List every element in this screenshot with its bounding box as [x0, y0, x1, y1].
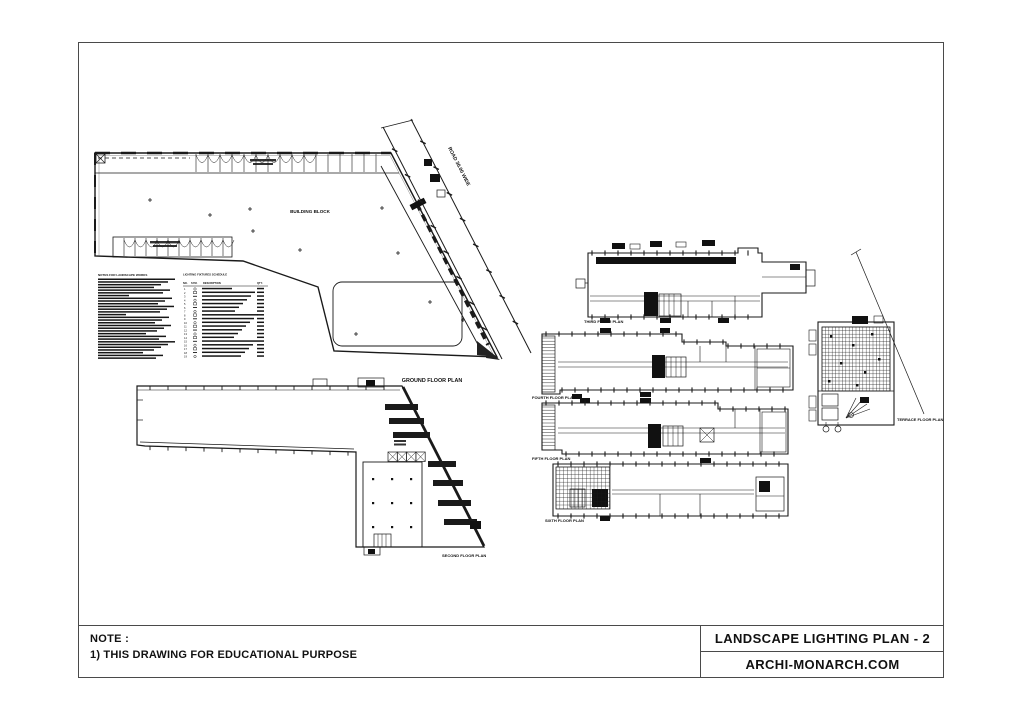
svg-text:11: 11 — [184, 325, 187, 329]
svg-text:9: 9 — [184, 318, 186, 321]
notes-text-line — [98, 341, 175, 343]
notes-text-line — [98, 281, 168, 283]
third-floor-plan-label: THIRD FLOOR PLAN — [584, 319, 624, 324]
svg-text:5: 5 — [184, 303, 186, 306]
notes-text-line — [98, 336, 166, 338]
notes-text-line — [98, 295, 129, 297]
road-label: ROAD 30.00 WIDE — [446, 146, 472, 188]
svg-text:14: 14 — [184, 336, 187, 340]
svg-text:4: 4 — [184, 299, 186, 303]
svg-text:18: 18 — [184, 351, 187, 355]
terrace-floor-plan-label: TERRACE FLOOR PLAN — [897, 417, 944, 422]
fifth-floor-plan — [532, 398, 788, 461]
notes-text-line — [98, 330, 157, 332]
notes-text-line — [98, 292, 163, 294]
notes-text-line — [98, 333, 146, 335]
svg-text:7: 7 — [184, 310, 186, 314]
svg-text:2: 2 — [184, 291, 186, 295]
svg-text:12: 12 — [184, 329, 187, 333]
svg-text:15: 15 — [184, 340, 187, 344]
notes-text-line — [98, 325, 171, 327]
note-heading: NOTE : — [90, 633, 130, 645]
generated-linework — [98, 141, 890, 528]
svg-text:17: 17 — [184, 348, 187, 351]
ground-floor-plan — [95, 153, 500, 384]
ground-floor-plan-label: GROUND FLOOR PLAN — [401, 378, 463, 384]
fourth-floor-plan — [532, 328, 793, 400]
svg-text:QTY.: QTY. — [257, 282, 263, 285]
notes-text-line — [98, 322, 155, 324]
notes-text-line — [98, 347, 161, 349]
notes-text-line — [98, 357, 156, 359]
notes-text-line — [98, 317, 169, 319]
notes-text-line — [98, 298, 172, 300]
notes-text-line — [98, 306, 174, 308]
second-floor-plan-label: SECOND FLOOR PLAN — [442, 553, 487, 558]
svg-text:1: 1 — [184, 288, 186, 291]
svg-text:19: 19 — [184, 355, 187, 359]
note-text: 1) THIS DRAWING FOR EDUCATIONAL PURPOSE — [90, 648, 358, 661]
svg-text:DESCRIPTION: DESCRIPTION — [203, 282, 221, 285]
notes-text-line — [98, 287, 154, 289]
svg-text:6: 6 — [184, 306, 186, 310]
svg-text:8: 8 — [184, 314, 186, 318]
building-block-label: BUILDING BLOCK — [290, 209, 330, 214]
svg-text:13: 13 — [184, 333, 187, 336]
drawing-title: LANDSCAPE LIGHTING PLAN - 2 — [714, 631, 931, 646]
notes-text-line — [98, 289, 170, 291]
notes-text-line — [98, 279, 175, 281]
notes-text-line — [98, 344, 168, 346]
svg-text:16: 16 — [184, 344, 187, 348]
lighting-legend — [183, 273, 268, 287]
svg-text:10: 10 — [184, 321, 187, 325]
brand-name: ARCHI-MONARCH.COM — [745, 657, 900, 672]
second-floor-plan — [137, 378, 486, 558]
notes-text-line — [98, 284, 161, 286]
svg-text:SYM.: SYM. — [191, 282, 198, 285]
notes-text-line — [98, 338, 159, 340]
svg-text:NO.: NO. — [183, 282, 188, 285]
landscape-notes — [98, 273, 147, 277]
road — [381, 119, 531, 359]
svg-text:3: 3 — [184, 295, 186, 299]
notes-text-line — [98, 300, 165, 302]
fifth-floor-plan-label: FIFTH FLOOR PLAN — [532, 456, 571, 461]
notes-title: NOTES FOR LANDSCAPE WORKS — [98, 273, 148, 277]
notes-text-line — [98, 314, 126, 316]
notes-text-line — [98, 308, 167, 310]
notes-text-line — [98, 355, 163, 357]
notes-text-line — [98, 327, 164, 329]
notes-text-line — [98, 319, 162, 321]
legend-title: LIGHTING FIXTURES SCHEDULE — [183, 272, 228, 277]
notes-text-line — [98, 303, 158, 305]
sixth-floor-plan — [545, 458, 788, 523]
note-area — [90, 633, 357, 663]
notes-text-line — [98, 349, 154, 351]
fourth-floor-plan-label: FOURTH FLOOR PLAN — [532, 395, 576, 400]
notes-text-line — [98, 311, 160, 313]
sixth-floor-plan-label: SIXTH FLOOR PLAN — [545, 518, 584, 523]
notes-text-line — [98, 352, 143, 354]
